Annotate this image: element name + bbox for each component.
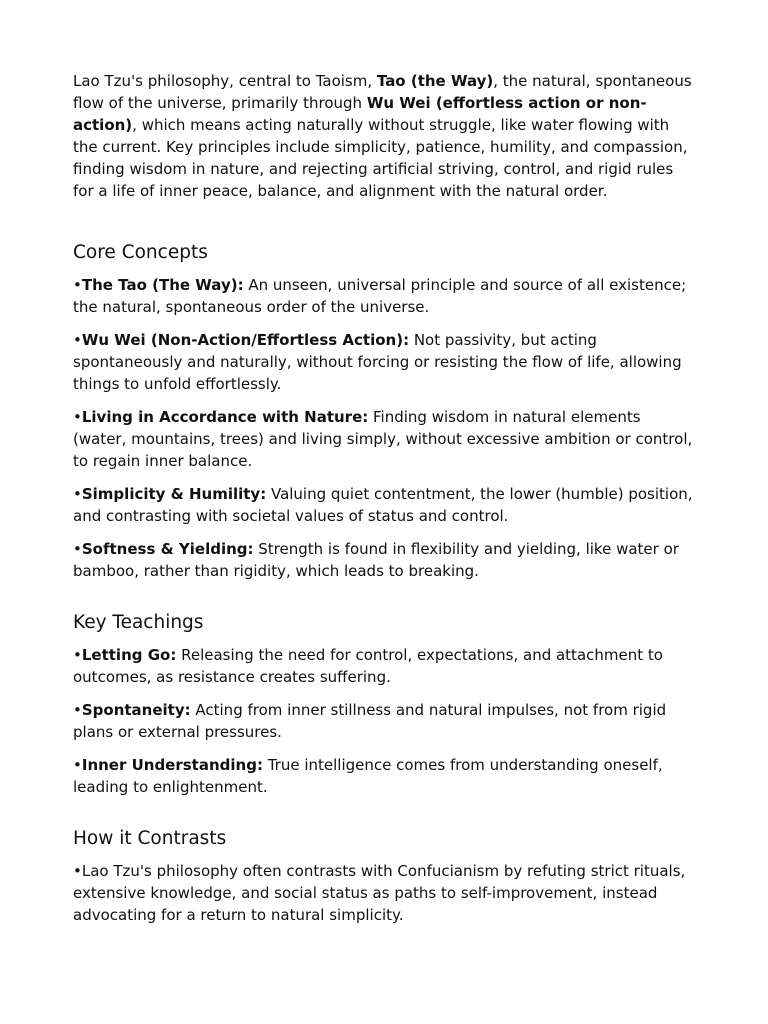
contrasts-list [73,860,696,926]
core-concepts-heading: Core Concepts [73,242,208,263]
teaching-text: True intelligence comes from understanding oneself, leading to enlightenment. [73,756,663,796]
core-concept-term: The Tao (The Way): [81,276,244,294]
key-teachings-heading: Key Teachings [73,612,204,633]
teaching-item-inner-understanding [73,754,696,798]
core-concept-item-wu-wei [73,329,696,395]
key-teachings-list [73,644,696,798]
bullet: • [73,540,82,558]
core-concept-text: Valuing quiet contentment, the lower (humble) position, and contrasting with societal values of status and control. [73,485,693,525]
teaching-term: Inner Understanding: [81,756,263,774]
core-concepts-list [73,274,696,582]
teaching-item-letting-go [73,644,696,688]
teaching-term: Letting Go: [81,646,177,664]
bullet: • [73,408,82,426]
core-concept-item-simplicity [73,483,696,527]
intro-paragraph [73,70,696,202]
bullet: • [73,701,82,719]
core-concept-term: Simplicity & Humility: [81,485,267,503]
bullet: • [73,331,82,349]
contrast-text: Lao Tzu's philosophy often contrasts with Confucianism by refuting strict rituals, extensive knowledge, and social status as paths to self-improvement, instead advocating for a return to natural simplicity. [73,862,686,924]
bullet: • [73,276,82,294]
core-concept-text: Not passivity, but acting spontaneously and naturally, without forcing or resisting the flow of life, allowing things to unfold effortlessly. [73,331,682,393]
intro-text-1: Lao Tzu's philosophy, central to Taoism, [73,72,377,90]
core-concept-term: Living in Accordance with Nature: [81,408,369,426]
contrast-item-confucianism [73,860,696,926]
teaching-text: Releasing the need for control, expectations, and attachment to outcomes, as resistance creates suffering. [73,646,663,686]
core-concept-text: Finding wisdom in natural elements (water, mountains, trees) and living simply, without excessive ambition or control, to regain inner balance. [73,408,693,470]
core-concept-term: Softness & Yielding: [81,540,254,558]
teaching-text: Acting from inner stillness and natural impulses, not from rigid plans or external pressures. [73,701,667,741]
intro-term-wu-wei: Wu Wei (effortless action or non-action) [73,94,647,134]
bullet: • [73,756,82,774]
teaching-item-spontaneity [73,699,696,743]
bullet: • [73,485,82,503]
intro-term-tao: Tao (the Way) [376,72,494,90]
bullet: • [73,862,82,880]
core-concept-text: Strength is found in flexibility and yielding, like water or bamboo, rather than rigidity, which leads to breaking. [73,540,679,580]
core-concept-item-tao [73,274,696,318]
core-concept-term: Wu Wei (Non-Action/Effortless Action): [81,331,410,349]
intro-text-2: , the natural, spontaneous flow of the universe, primarily through [73,72,692,112]
teaching-term: Spontaneity: [81,701,191,719]
how-it-contrasts-heading: How it Contrasts [73,828,227,849]
intro-text-3: , which means acting naturally without struggle, like water flowing with the current. Key principles include simplicity, patience, humility, and compassion, finding wisdom in nature, and rejecting artificial striving, control, and rigid rules for a life of inner peace, balance, and alignment with the natural order. [73,116,688,200]
bullet: • [73,646,82,664]
core-concept-item-softness [73,538,696,582]
core-concept-item-nature [73,406,696,472]
core-concept-text: An unseen, universal principle and source of all existence; the natural, spontaneous order of the universe. [73,276,687,316]
